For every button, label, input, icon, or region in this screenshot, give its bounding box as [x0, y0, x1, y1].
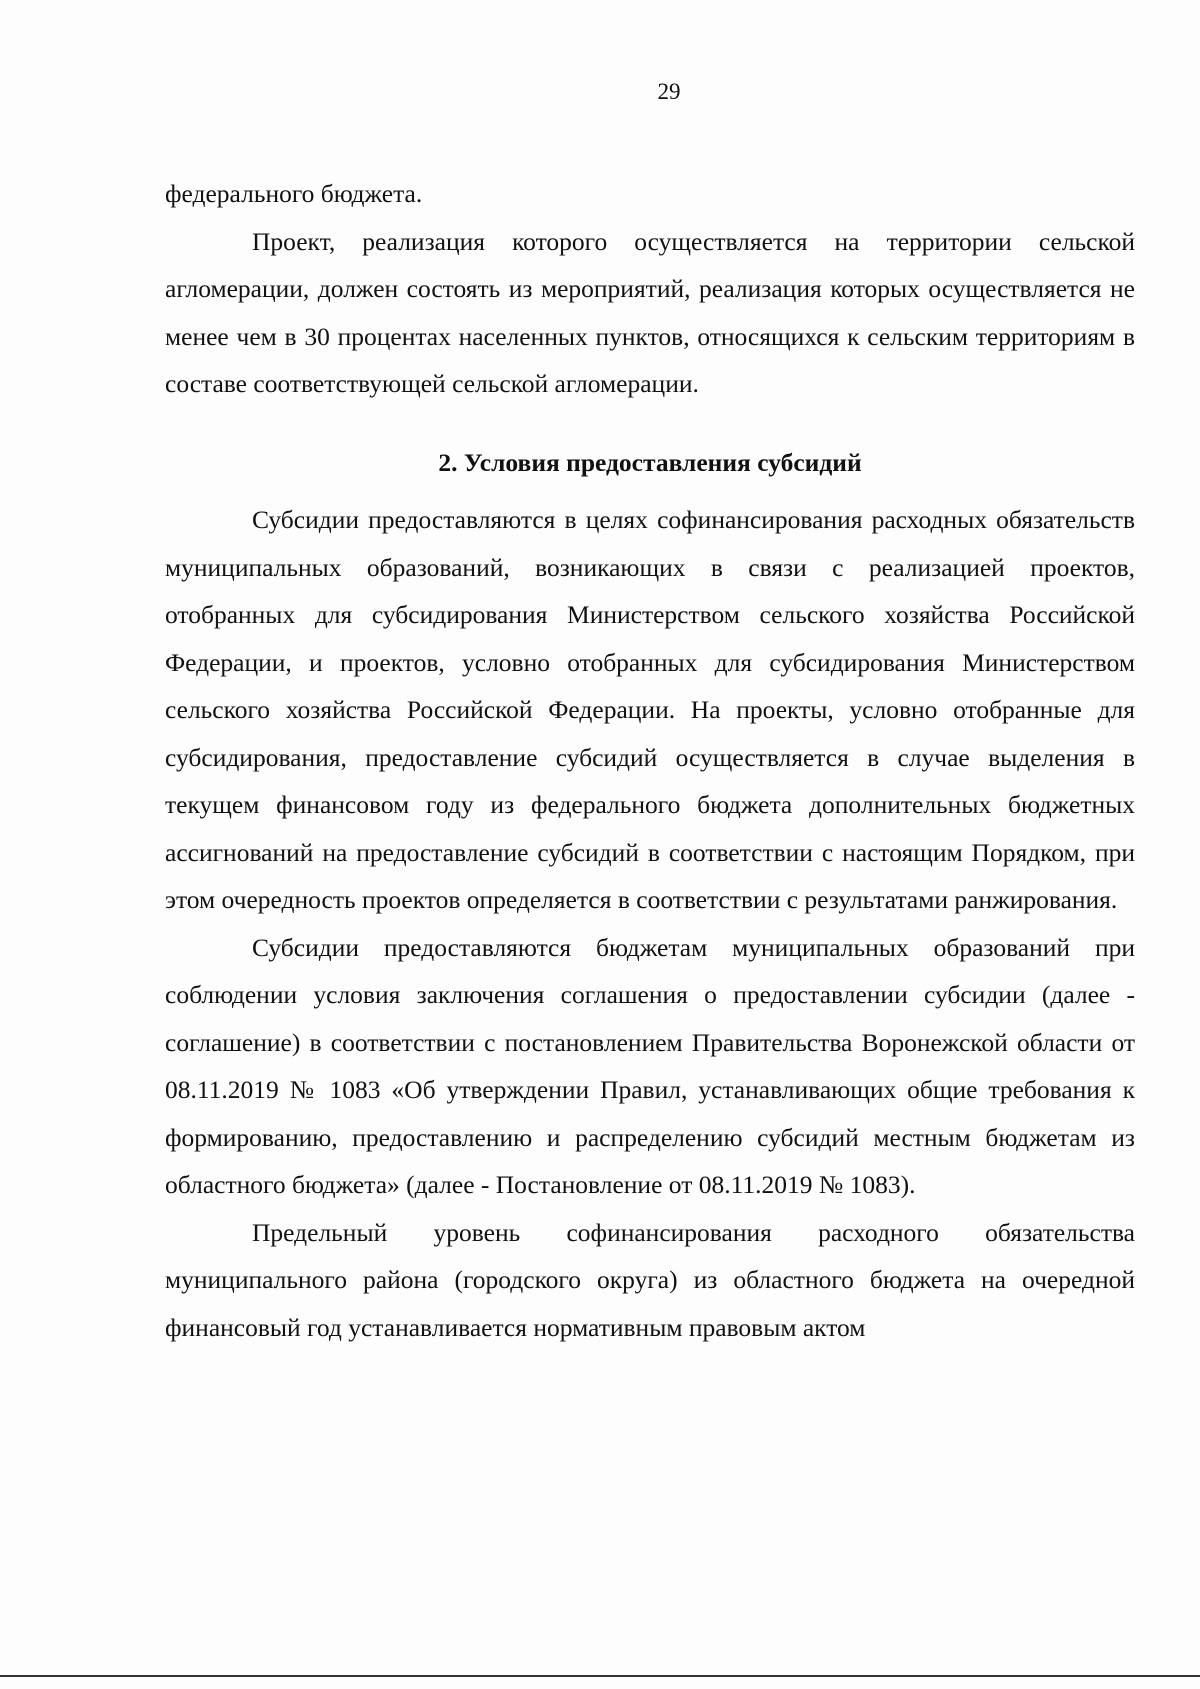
paragraph-subsidy-purpose: Субсидии предоставляются в целях софинансирования расходных обязательств муниципальных образований, возникающих в связи с реализацией проектов, отобранных для субсидирования Министерством сельского хозяйства Российской Федерации, и проектов, условно отобранных для субсидирования Министерством сельского хозяйства Российской Федерации. На проекты, условно отобранные для субсидирования, предоставление субсидий осуществляется в случае выделения в текущем финансовом году из федерального бюджета дополнительных бюджетных ассигнований на предоставление субсидий в соответствии с настоящим Порядком, при этом очередность проектов определяется в соответствии с результатами ранжирования.: [165, 505, 1135, 914]
section-heading: 2. Условия предоставления субсидий: [438, 447, 862, 477]
paragraph-cofinancing-level: Предельный уровень софинансирования расходного обязательства муниципального района (городского округа) из областного бюджета на очередной финансовый год устанавливается нормативным правовым актом: [165, 1217, 1135, 1342]
document-body: [165, 170, 1135, 1351]
paragraph-continuation: федерального бюджета.: [165, 179, 423, 208]
page-number: 29: [657, 79, 681, 104]
paragraph-subsidy-agreement: Субсидии предоставляются бюджетам муниципальных образований при соблюдении условия заключения соглашения о предоставлении субсидии (далее - соглашение) в соответствии с постановлением Правительства Воронежской области от 08.11.2019 № 1083 «Об утверждении Правил, устанавливающих общие требования к формированию, предоставлению и распределению субсидий местным бюджетам из областного бюджета» (далее - Постановление от 08.11.2019 № 1083).: [165, 932, 1135, 1199]
paragraph-project-agglomeration: Проект, реализация которого осуществляется на территории сельской агломерации, должен состоять из мероприятий, реализация которых осуществляется не менее чем в 30 процентах населенных пунктов, относящихся к сельским территориям в составе соответствующей сельской агломерации.: [165, 226, 1135, 398]
page-bottom-divider: [0, 1675, 1200, 1677]
